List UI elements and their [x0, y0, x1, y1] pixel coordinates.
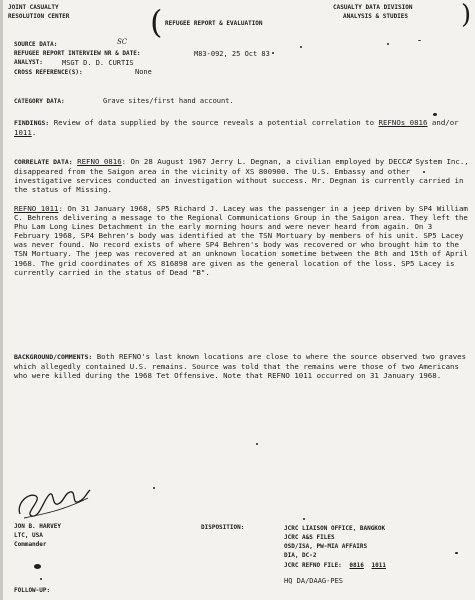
background-paragraph [14, 352, 472, 380]
scan-edge [0, 0, 3, 600]
scan-speck [40, 578, 42, 580]
background-label: BACKGROUND/COMMENTS: [14, 353, 93, 361]
analyst-label: ANALYST: [14, 59, 43, 66]
analyst-value: MSGT D. D. CURTIS [62, 59, 134, 67]
category-label: CATEGORY DATA: [14, 98, 65, 105]
disposition-line-3: OSD/ISA, PW-MIA AFFAIRS [284, 543, 368, 550]
refno-file-label: JCRC REFNO FILE: [284, 562, 342, 569]
scan-speck [387, 43, 389, 45]
category-value: Grave sites/first hand account. [103, 97, 234, 105]
signer-name: JON B. HARVEY [14, 523, 61, 530]
interview-value: M83-092, 25 Oct 83 [194, 50, 270, 58]
follow-up-label: FOLLOW-UP: [14, 587, 51, 594]
background-text: Both REFNO's last known locations are close to where the source observed two graves which allegedly contained U.S. remains. Source was told that the remains were those of two Americans who were killed during the 1968 Tet Offensive. Note that REFNO 1011 occurred on 31 January 1968. [14, 352, 467, 381]
interview-label: REFUGEE REPORT INTERVIEW NR & DATE: [14, 50, 141, 57]
scan-blot [34, 564, 41, 569]
findings-ref-0816: REFNOs 0816 [378, 118, 428, 127]
source-data-value: SC [117, 38, 128, 46]
findings-text: Review of data supplied by the source reveals a potential correlation to [53, 118, 375, 127]
source-data-label: SOURCE DATA: [14, 41, 58, 48]
disposition-line-5 [284, 563, 386, 569]
signer-title: Commander [14, 541, 47, 548]
cross-reference-label: CROSS REFERENCE(S): [14, 69, 83, 76]
signer-rank: LTC, USA [14, 532, 43, 539]
disposition-label: DISPOSITION: [201, 524, 245, 531]
header-org-line2: RESOLUTION CENTER [8, 13, 70, 20]
findings-text-and: and/or [431, 118, 459, 127]
refno-1011-text: : On 31 January 1968, SP5 Richard J. Lacey was the passenger in a jeep driven by SP4 William C. Behrens delivering a message to the Regional Communications Group in the Saigon area. They left the Phu Lam Long Lines Detachment in the early morning hours and were never heard from again. On 3 February 1968, SP4 Behren's body was identified at the TSN Mortuary by members of his unit. SP5 Lacey was never found. No record exists of where SP4 Behren's body was recovered or who brought him to the TSN Mortuary. The jeep was recovered at an unknown location sometime between the 8th and 15th of April 1968. The grid coordinates of XS 816898 are given as the general location of the loss. SP5 Lacey is currently carried in the status of Dead "B". [14, 204, 468, 277]
disposition-line-2: JCRC A&S FILES [284, 534, 335, 541]
scan-speck [418, 40, 421, 41]
cross-reference-value: None [135, 68, 152, 76]
scan-speck [303, 518, 305, 520]
disposition-line-4: DIA, DC-2 [284, 552, 317, 559]
refno-1011-paragraph [14, 204, 472, 277]
scan-speck [153, 487, 155, 489]
correlate-text: : On 28 August 1967 Jerry L. Degnan, a civilian employed by DECCA System Inc., disappeared from the Saigon area in the vicinity of XS 800900. The U.S. Embassy and other investigative services conducted an investigation without success. Mr. Degnan is currently carried in the status of Missing. [14, 157, 469, 195]
scan-speck [272, 52, 274, 54]
scan-speck [300, 46, 302, 48]
header-title: REFUGEE REPORT & EVALUATION [165, 20, 263, 27]
correlate-paragraph [14, 157, 472, 194]
header-bracket-left: ( [150, 3, 163, 41]
signature-mark [14, 484, 94, 524]
header-division-line1: CASUALTY DATA DIVISION [333, 4, 413, 11]
header-bracket-right: ) [461, 0, 472, 30]
refno-file-0816: 0816 [349, 562, 364, 569]
findings-text-end: . [31, 128, 37, 138]
scan-speck [433, 113, 437, 116]
header-org-line1: JOINT CASUALTY [8, 4, 59, 11]
findings-ref-1011: 1011 [14, 128, 32, 138]
disposition-line-1: JCRC LIAISON OFFICE, BANGKOK [284, 525, 386, 532]
refno-file-1011: 1011 [371, 562, 386, 569]
scan-speck [256, 443, 258, 445]
correlate-label: CORRELATE DATA: [14, 158, 73, 166]
findings-label: FINDINGS: [14, 119, 50, 127]
disposition-line-6: HQ DA/DAAG-PES [284, 577, 344, 585]
refno-1011-ref: REFNO 1011 [14, 204, 59, 213]
scan-speck [455, 552, 458, 554]
findings-paragraph [14, 118, 472, 137]
header-division-line2: ANALYSIS & STUDIES [343, 13, 409, 20]
correlate-ref-0816: REFNO 0816 [77, 157, 122, 166]
